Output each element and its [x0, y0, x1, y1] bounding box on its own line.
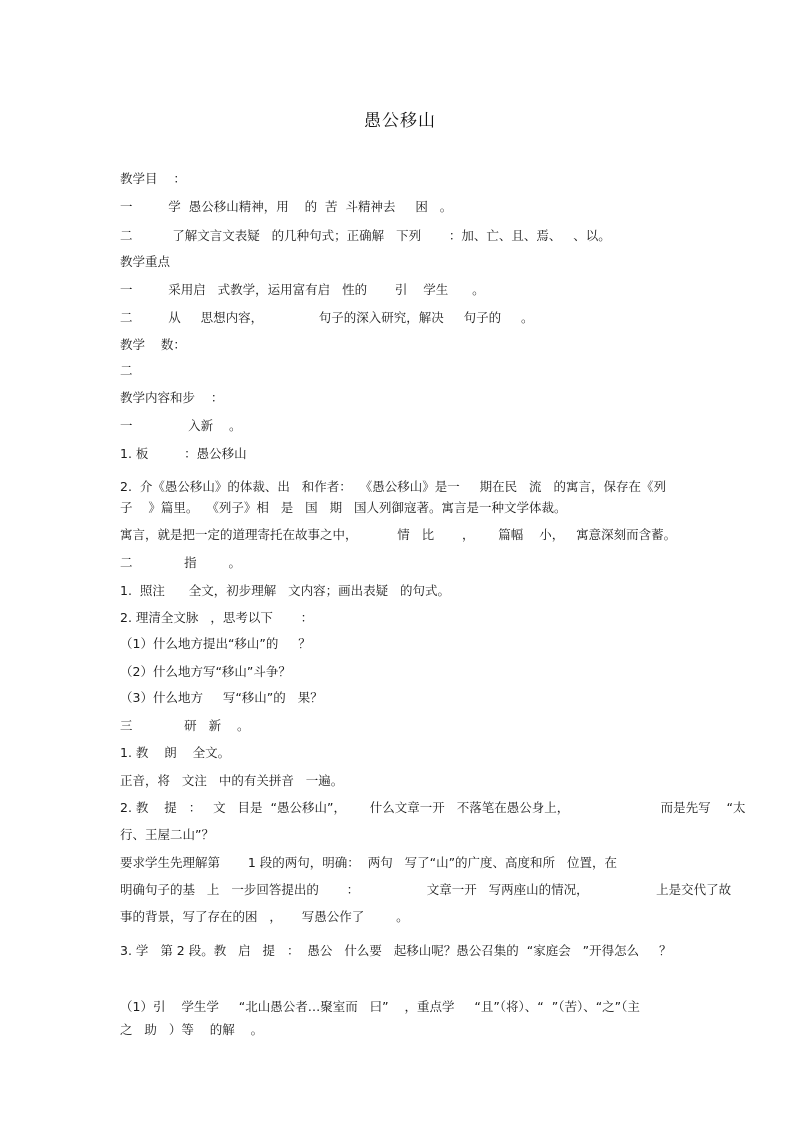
- question-item: （2）什么地方写“移山”斗争？: [120, 664, 291, 679]
- heading-lesson-count: 教学 数：: [120, 337, 186, 352]
- text-line: 寓言，就是把一定的道理寄托在故事之中， 情 比 ， 篇幅 小， 寓意深刻而含蓄。: [120, 527, 677, 542]
- text-line: 子 》篇里。 《列子》相 是 国 期 国人列御寇著。寓言是一种文学体裁。: [120, 500, 567, 515]
- text-line: 1. 板 ：愚公移山: [120, 446, 247, 461]
- text-line: 二 指 。: [120, 555, 241, 570]
- text-line: 一 学 愚公移山精神，用 的 苦 斗精神去 困 。: [120, 199, 453, 214]
- question-item: （3）什么地方 写“移山”的 果？: [120, 690, 323, 705]
- text-line: 要求学生先理解第 1 段的两句，明确： 两句 写了“山”的广度、高度和所 位置，在: [120, 855, 617, 870]
- document-title: 愚公移山: [364, 111, 436, 131]
- text-line: 明确句子的基 上 一步回答提出的 ： 文章一开 写两座山的情况， 上是交代了故: [120, 882, 732, 897]
- text-line: 一 采用启 式教学，运用富有启 性的 引 学生 。: [120, 282, 485, 297]
- text-line: （1）引 学生学 “北山愚公者…聚室而 曰” ，重点学 “且”（将）、“ ”（苦）、“之”（主: [120, 999, 640, 1014]
- text-line: 行、王屋二山”？: [120, 827, 214, 842]
- text-line: 2. 介《愚公移山》的体裁、出 和作者： 《愚公移山》是一 期在民 流 的寓言，保存在《列: [120, 479, 666, 494]
- text-line: 1. 教 朗 全文。: [120, 745, 231, 760]
- question-item: （1）什么地方提出“移山”的 ？: [120, 636, 311, 651]
- text-line: 2. 理清全文脉 ，思考以下 ：: [120, 610, 314, 625]
- text-line: 二 从 思想内容， 句子的深入研究，解决 句子的 。: [120, 310, 534, 325]
- text-line: 一 入新 。: [120, 418, 242, 433]
- text-line: 三 研 新 。: [120, 718, 250, 733]
- text-line: 之 助 ）等 的解 。: [120, 1022, 264, 1037]
- text-line: 正音，将 文注 中的有关拼音 一遍。: [120, 773, 344, 788]
- text-line: 二: [120, 363, 133, 378]
- heading-teaching-focus: 教学重点: [120, 254, 171, 269]
- text-line: 二 了解文言文表疑 的几种句式；正确解 下列 ：加、亡、且、焉、 、以。: [120, 228, 611, 243]
- heading-teaching-goals: 教学目 ：: [120, 171, 186, 186]
- text-line: 1. 照注 全文，初步理解 文内容；画出表疑 的句式。: [120, 583, 451, 598]
- text-line: 3. 学 第 2 段。教 启 提 ： 愚公 什么要 起移山呢？愚公召集的 “家庭会 ”开得怎么 ？: [120, 943, 672, 958]
- text-line: 2. 教 提 ： 文 目是 “愚公移山”， 什么文章一开 不落笔在愚公身上， 而是先写 “太: [120, 800, 746, 815]
- heading-teaching-steps: 教学内容和步 ：: [120, 390, 224, 405]
- text-line: 事的背景，写了存在的困 ， 写愚公作了 。: [120, 909, 409, 924]
